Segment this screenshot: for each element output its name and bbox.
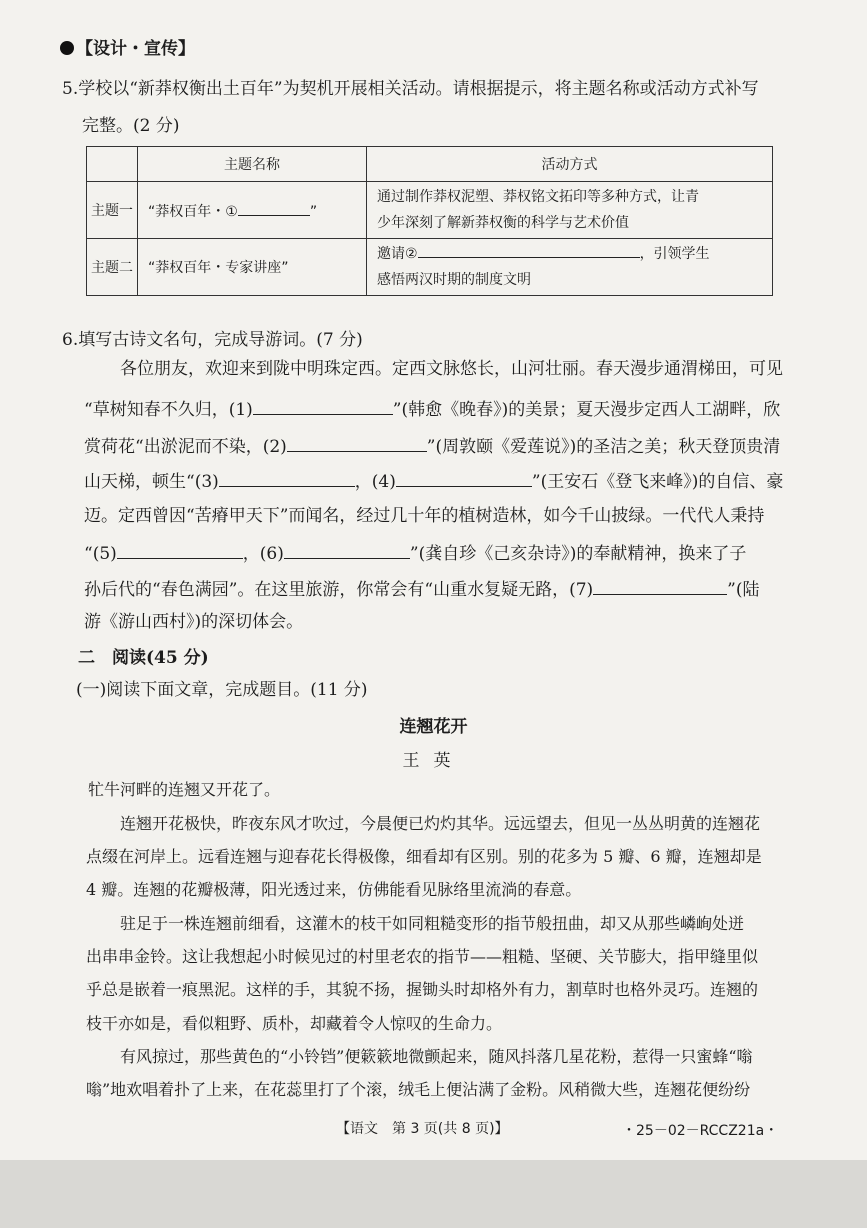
- section-tag: [60, 34, 195, 59]
- poem-blank-3[interactable]: [219, 470, 355, 487]
- row2-method-suffix: ，引领学生: [639, 246, 710, 262]
- q6-line2-a: “草树知春不久归，(1): [84, 400, 253, 420]
- part2-subheading: (一)阅读下面文章，完成题目。(11 分): [76, 680, 368, 700]
- q6-line7: [84, 578, 759, 600]
- article-line: 出串串金铃。这让我想起小时候见过的村里老农的指节——粗糙、坚硬、关节膨大，指甲缝里似: [86, 947, 759, 966]
- q6-line7-a: 孙后代的“春色满园”。在这里旅游，你常会有“山重水复疑无路，(7): [84, 580, 594, 600]
- row2-label: 主题二: [87, 239, 138, 296]
- q6-title: 6.填写古诗文名句，完成导游词。(7 分): [62, 330, 363, 350]
- row2-method-prefix: 邀请②: [377, 246, 418, 262]
- q6-line5: 迈。定西曾因“苦瘠甲天下”而闻名，经过几十年的植树造林，如今千山披绿。一代代人秉持: [84, 506, 765, 526]
- q6-line4-a: 山天梯，顿生“(3): [84, 472, 219, 492]
- q6-line6-b: ，(6): [242, 544, 284, 564]
- row2-method: [367, 239, 773, 296]
- page-bottom-edge: [0, 1160, 867, 1228]
- q6-line4: [84, 470, 783, 492]
- paper-code: ・25－02－RCCZ21a・: [622, 1123, 779, 1139]
- q6-line4-c: ”(王安石《登飞来峰》)的自信、豪: [531, 472, 784, 492]
- poem-blank-4[interactable]: [396, 470, 532, 487]
- article-para-1: 牤牛河畔的连翘又开花了。: [88, 780, 281, 799]
- answer-blank-2[interactable]: [418, 241, 640, 258]
- article-line: 连翘开花极快，昨夜东风才吹过，今晨便已灼灼其华。远远望去，但见一丛丛明黄的连翘花: [120, 814, 761, 833]
- table-header-row: [87, 147, 773, 182]
- article-line: 有风掠过，那些黄色的“小铃铛”便簌簌地微颤起来，随风抖落几星花粉，惹得一只蜜蜂“嗡: [120, 1047, 753, 1066]
- poem-blank-1[interactable]: [253, 398, 393, 415]
- q6-line6: [84, 542, 746, 564]
- q6-line2-b: ”(韩愈《晚春》)的美景；夏天漫步定西人工湖畔，欣: [392, 400, 781, 420]
- q6-line6-c: ”(龚自珍《己亥杂诗》)的奉献精神，换来了子: [409, 544, 747, 564]
- part2-heading: 二 阅读(45 分): [78, 648, 209, 668]
- article-line: 乎总是嵌着一痕黑泥。这样的手，其貌不扬，握锄头时却格外有力，割草时也格外灵巧。连翘的: [86, 980, 759, 999]
- q5-line1: 5.学校以“新莽权衡出土百年”为契机开展相关活动。请根据提示，将主题名称或活动方式补写: [62, 79, 759, 99]
- poem-blank-5[interactable]: [117, 542, 243, 559]
- q6-line7-b: ”(陆: [727, 580, 760, 600]
- table-header-name: 主题名称: [138, 147, 367, 182]
- poem-blank-7[interactable]: [593, 578, 727, 595]
- table-header-blank: [87, 147, 138, 182]
- q6-line3-b: ”(周敦颐《爱莲说》)的圣洁之美；秋天登顶贵清: [426, 437, 781, 457]
- q6-line3: [84, 435, 780, 457]
- section-tag-text: 【设计・宣传】: [76, 39, 195, 59]
- article-line: 点缀在河岸上。远看连翘与迎春花长得极像，细看却有区别。别的花多为 5 瓣、6 瓣，连翘却是: [86, 847, 762, 866]
- article-line: 驻足于一株连翘前细看，这灌木的枝干如同粗糙变形的指节般扭曲，却又从那些嶙峋处迸: [120, 914, 745, 933]
- article-title: 连翘花开: [399, 717, 468, 737]
- table-header-method: 活动方式: [367, 147, 773, 182]
- row1-label: 主题一: [87, 182, 138, 239]
- page-number: 【语文 第 3 页(共 8 页)】: [336, 1121, 509, 1137]
- q6-line3-a: 赏荷花“出淤泥而不染，(2): [84, 437, 287, 457]
- table-row: [87, 239, 773, 296]
- q5-line2: 完整。(2 分): [82, 116, 180, 136]
- row1-method: [367, 182, 773, 239]
- row2-method-line2: 感悟两汉时期的制度文明: [377, 272, 531, 288]
- article-line: 枝干亦如是，看似粗野、质朴，却藏着令人惊叹的生命力。: [86, 1014, 503, 1033]
- row1-method-line2: 少年深刻了解新莽权衡的科学与艺术价值: [377, 215, 629, 231]
- article-line: 4 瓣。连翘的花瓣极薄，阳光透过来，仿佛能看见脉络里流淌的春意。: [86, 880, 582, 899]
- table-row: [87, 182, 773, 239]
- q6-line6-a: “(5): [84, 544, 117, 564]
- q6-line1: 各位朋友，欢迎来到陇中明珠定西。定西文脉悠长，山河壮丽。春天漫步通渭梯田，可见: [120, 359, 783, 379]
- q6-line4-b: ，(4): [354, 472, 396, 492]
- row1-name-suffix: ”: [309, 204, 318, 220]
- row1-method-line1: 通过制作莽权泥塑、莽权铭文拓印等多种方式，让青: [377, 189, 699, 205]
- article-line: 嗡”地欢唱着扑了上来，在花蕊里打了个滚，绒毛上便沾满了金粉。风稍微大些，连翘花便纷纷: [86, 1080, 751, 1099]
- q6-line2: [84, 398, 780, 420]
- row1-name: [138, 182, 367, 239]
- answer-blank-1[interactable]: [238, 199, 310, 216]
- poem-blank-2[interactable]: [287, 435, 427, 452]
- q6-line8: 游《游山西村》)的深切体会。: [84, 612, 304, 632]
- row2-name: “莽权百年・专家讲座”: [138, 239, 367, 296]
- article-author: 王英: [402, 751, 465, 771]
- bullet-icon: [60, 41, 74, 55]
- theme-table: [86, 146, 773, 296]
- row1-name-prefix: “莽权百年・①: [148, 204, 238, 220]
- poem-blank-6[interactable]: [284, 542, 410, 559]
